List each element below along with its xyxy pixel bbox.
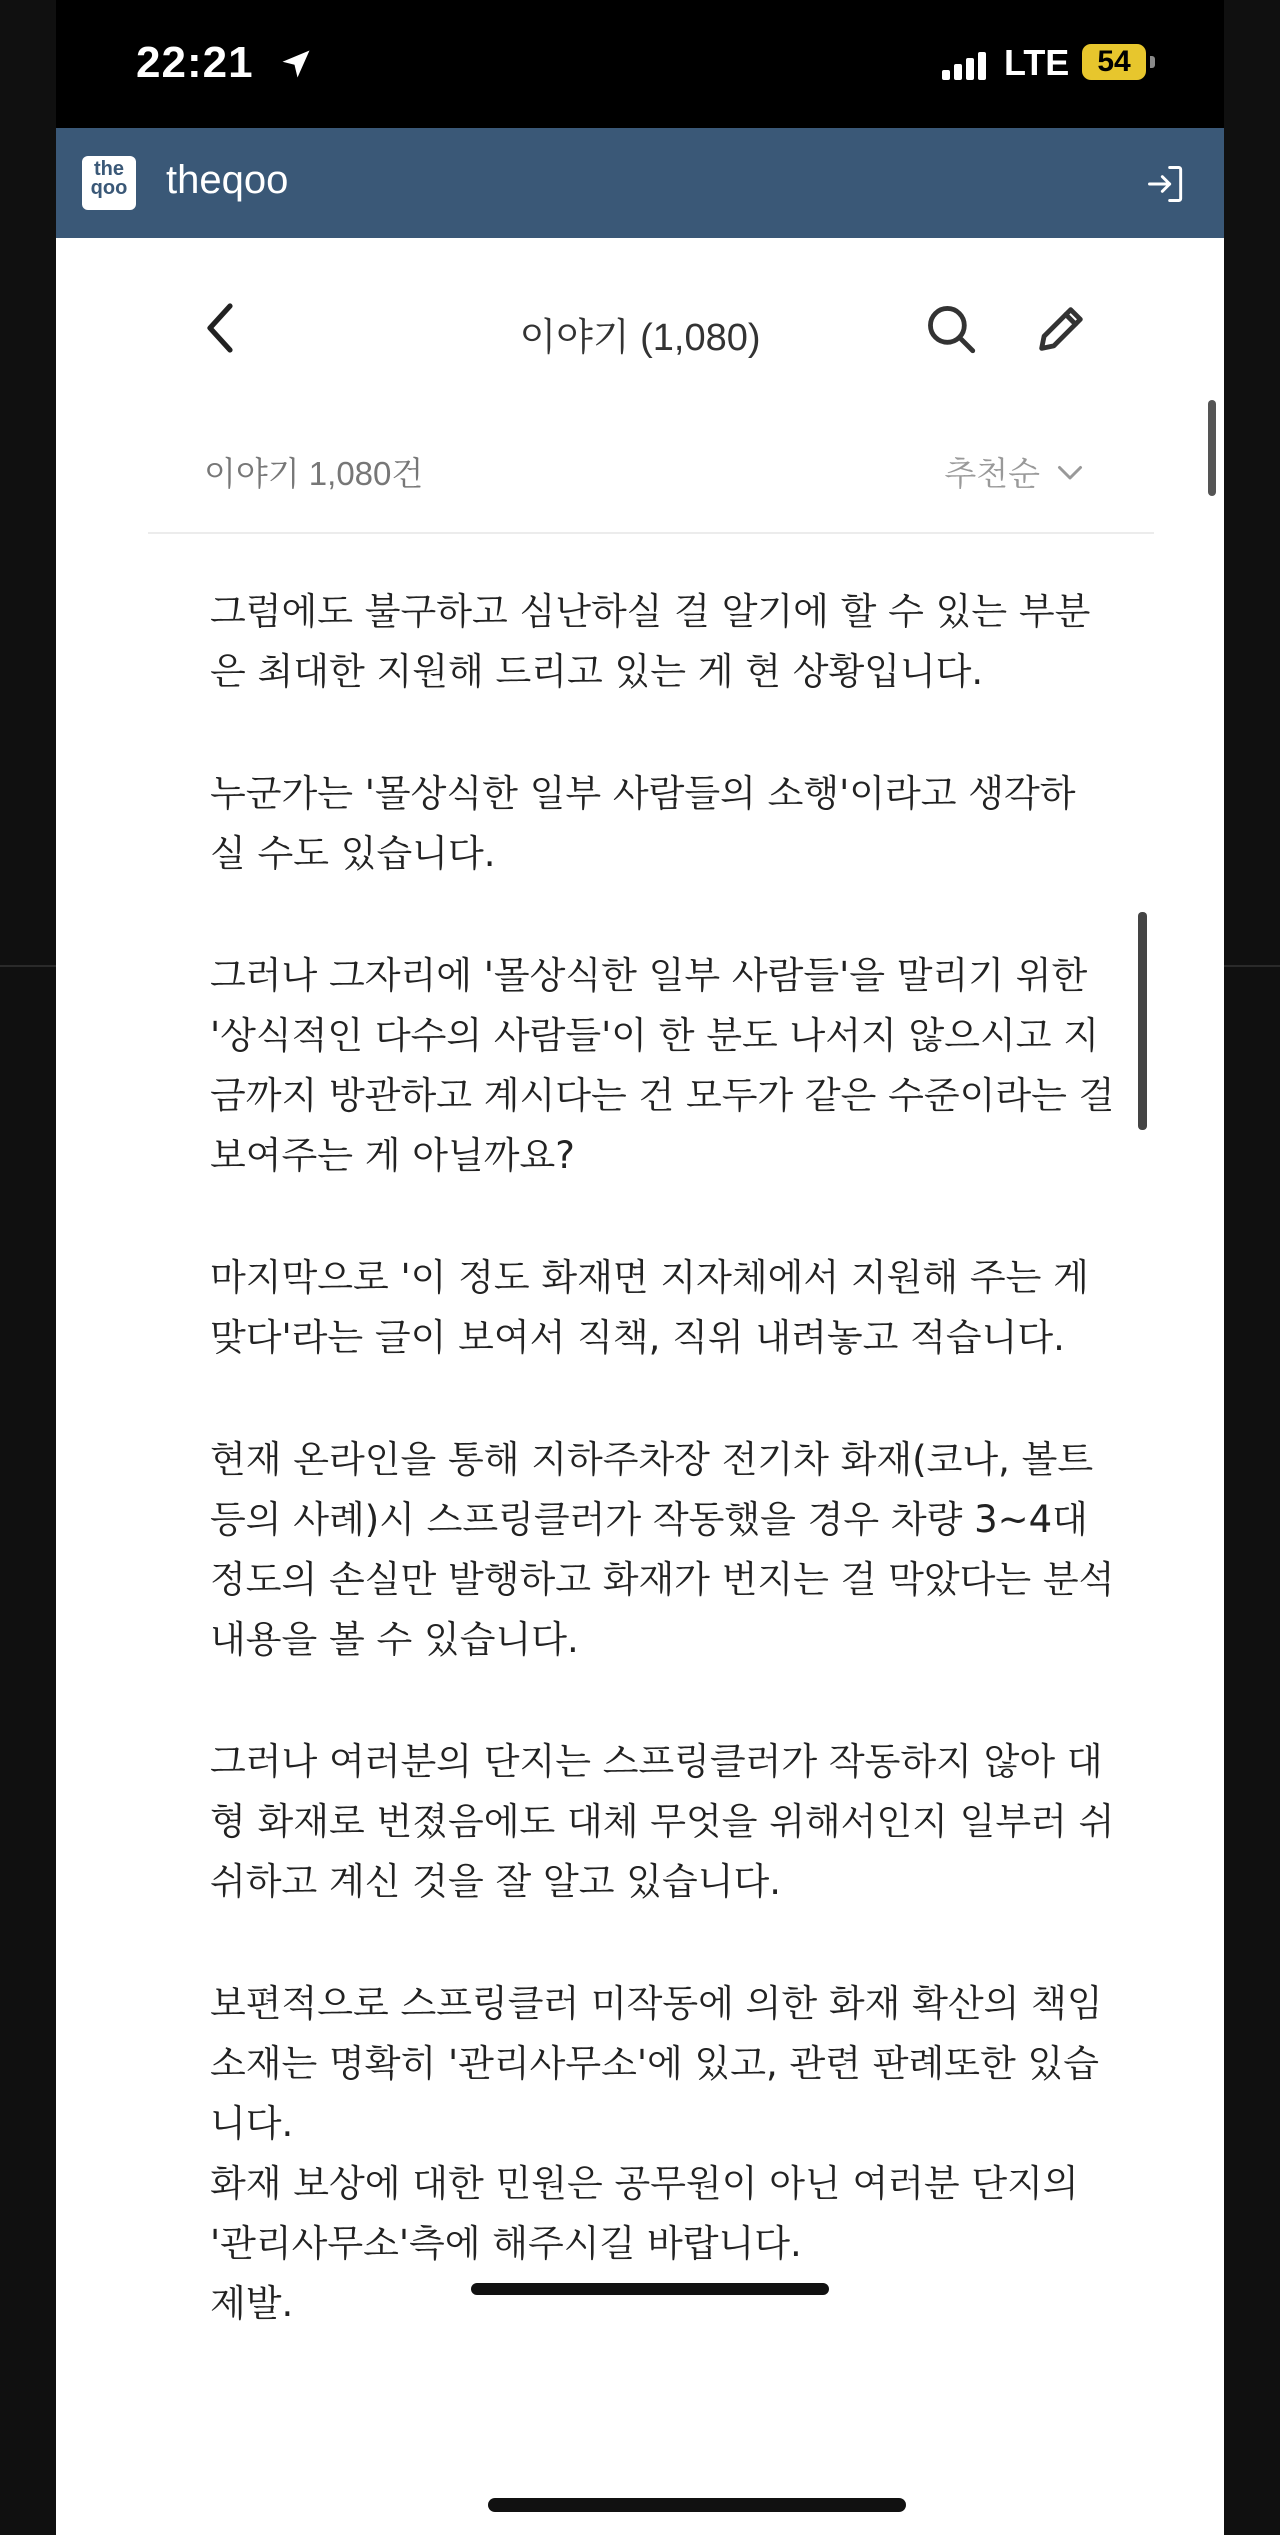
- article-body: [210, 582, 1150, 2334]
- battery-indicator: 54: [1082, 44, 1146, 80]
- right-background: [1224, 0, 1280, 2535]
- text-line: 등의 사례)시 스프링클러가 작동했을 경우 차량 3~4대: [210, 1498, 1088, 1541]
- logo-line-2: qoo: [90, 177, 128, 199]
- text-line: '상식적인 다수의 사람들'이 한 분도 나서지 않으시고 지: [210, 1014, 1099, 1057]
- paragraph: [210, 946, 1150, 1186]
- paragraph: [210, 1732, 1150, 1912]
- text-line: 실 수도 있습니다.: [210, 832, 496, 875]
- site-logo[interactable]: [82, 156, 136, 210]
- sort-label: 추천순: [944, 455, 1040, 492]
- text-line: 금까지 방관하고 계시다는 건 모두가 같은 수준이라는 걸: [210, 1074, 1115, 1117]
- text-line: 마지막으로 '이 정도 화재면 지자체에서 지원해 주는 게: [210, 1256, 1089, 1299]
- signal-icon: [942, 50, 992, 80]
- text-line: 은 최대한 지원해 드리고 있는 게 현 상황입니다.: [210, 650, 984, 693]
- inner-home-indicator[interactable]: [471, 2283, 829, 2295]
- status-time: 22:21: [136, 38, 254, 87]
- text-line: 소재는 명확히 '관리사무소'에 있고, 관련 판례또한 있습: [210, 2042, 1099, 2085]
- phone-screen: [56, 0, 1224, 2535]
- text-line: 그럼에도 불구하고 심난하실 걸 알기에 할 수 있는 부분: [210, 590, 1091, 633]
- text-line: 보여주는 게 아닐까요?: [210, 1134, 575, 1177]
- text-line: 쉬하고 계신 것을 잘 알고 있습니다.: [210, 1860, 781, 1903]
- list-subheader: [148, 418, 1154, 534]
- page-scrollbar[interactable]: [1208, 400, 1216, 496]
- network-type: LTE: [1004, 42, 1070, 83]
- left-background: [0, 0, 56, 2535]
- text-line: 그러나 그자리에 '몰상식한 일부 사람들'을 말리기 위한: [210, 954, 1088, 997]
- text-line: 제발.: [210, 2282, 294, 2325]
- chevron-down-icon: [1052, 454, 1088, 490]
- board-nav: [56, 238, 1224, 418]
- text-line: 형 화재로 번졌음에도 대체 무엇을 위해서인지 일부러 쉬: [210, 1800, 1115, 1843]
- board-title: 이야기 (1,080): [519, 317, 761, 359]
- sort-dropdown[interactable]: [944, 448, 1088, 495]
- location-arrow-icon: [278, 46, 314, 82]
- login-icon[interactable]: [1144, 162, 1188, 206]
- paragraph: [210, 764, 1150, 884]
- text-line: 정도의 손실만 발행하고 화재가 번지는 걸 막았다는 분석: [210, 1558, 1115, 1601]
- text-line: 내용을 볼 수 있습니다.: [210, 1618, 579, 1661]
- site-header: [56, 128, 1224, 238]
- site-name[interactable]: theqoo: [166, 158, 289, 202]
- battery-cap: [1150, 56, 1155, 68]
- text-line: 맞다'라는 글이 보여서 직책, 직위 내려놓고 적습니다.: [210, 1316, 1065, 1359]
- text-line: 현재 온라인을 통해 지하주차장 전기차 화재(코나, 볼트: [210, 1438, 1094, 1481]
- paragraph: [210, 1974, 1150, 2334]
- text-line: 화재 보상에 대한 민원은 공무원이 아닌 여러분 단지의: [210, 2162, 1079, 2205]
- text-line: 그러나 여러분의 단지는 스프링클러가 작동하지 않아 대: [210, 1740, 1103, 1783]
- paragraph: [210, 1248, 1150, 1368]
- text-line: 니다.: [210, 2102, 294, 2145]
- text-line: '관리사무소'측에 해주시길 바랍니다.: [210, 2222, 802, 2265]
- text-line: 누군가는 '몰상식한 일부 사람들의 소행'이라고 생각하: [210, 772, 1076, 815]
- text-line: 보편적으로 스프링클러 미작동에 의한 화재 확산의 책임: [210, 1982, 1103, 2025]
- search-icon[interactable]: [922, 300, 980, 358]
- paragraph: [210, 582, 1150, 702]
- pencil-icon[interactable]: [1032, 300, 1090, 358]
- post-count: 이야기 1,080건: [204, 455, 424, 492]
- home-indicator[interactable]: [488, 2498, 906, 2512]
- paragraph: [210, 1430, 1150, 1670]
- status-bar: [56, 0, 1224, 128]
- logo-line-1: the: [94, 158, 124, 180]
